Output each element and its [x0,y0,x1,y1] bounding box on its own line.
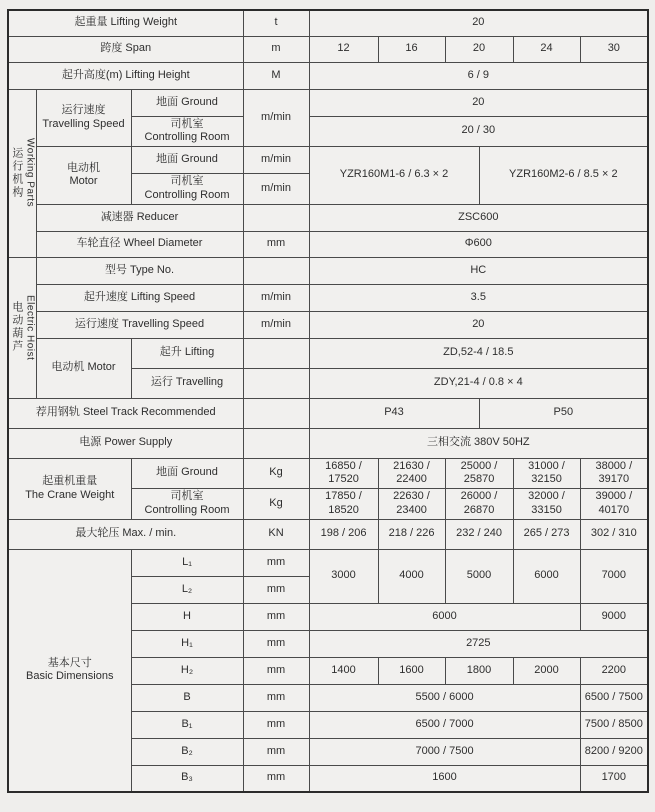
table-row [8,257,648,284]
dimension-h-value-main: 6000 [309,603,580,630]
lifting-speed-value: 3.5 [309,284,648,311]
dimension-h2-value: 1400 [309,657,378,684]
motor-ground-label: 地面 Ground [131,147,243,174]
wheel-diameter-unit: mm [243,231,309,257]
value-line: 18520 [328,503,359,516]
dimension-b2-value-main: 7000 / 7500 [309,738,580,765]
max-wheel-load-unit: KN [243,519,309,549]
motor-working-label [36,147,131,205]
hoist-motor-lifting-value: ZD,52-4 / 18.5 [309,338,648,368]
value-line: 21630 / [393,459,430,472]
dimension-b3-label: B₃ [131,765,243,792]
dimension-b3-value-main: 1600 [309,765,580,792]
crane-weight-ground-label: 地面 Ground [131,458,243,489]
group-basic-dimensions [8,549,131,792]
reducer-value: ZSC600 [309,204,648,231]
dimension-b-value-last: 6500 / 7500 [580,684,648,711]
dimension-h2-value: 2000 [513,657,580,684]
table-row [8,204,648,231]
type-no-value: HC [309,257,648,284]
value-line: 22400 [396,473,427,486]
controlling-room-label-en: Controlling Room [144,188,230,201]
span-value: 30 [580,36,648,62]
span-unit: m [243,36,309,62]
hoist-travelling-speed-unit: m/min [243,311,309,338]
dimension-b3-value-last: 1700 [580,765,648,792]
group-basic-dimensions-zh: 基本尺寸 [47,656,92,669]
hoist-motor-travelling-value: ZDY,21-4 / 0.8 × 4 [309,368,648,398]
lifting-height-label: 起升高度(m) Lifting Height [8,62,243,89]
travelling-speed-controlling-value: 20 / 30 [309,116,648,147]
table-row [8,36,648,62]
group-working-parts-zh: 运行机构 [10,147,23,199]
crane-weight-controlling-unit: Kg [243,489,309,520]
lifting-speed-label: 起升速度 Lifting Speed [36,284,243,311]
span-label: 跨度 Span [8,36,243,62]
power-supply-unit [243,428,309,458]
wheel-diameter-label: 车轮直径 Wheel Diameter [36,231,243,257]
steel-track-value-right: P50 [479,398,648,428]
value-line: 16850 / [325,459,362,472]
crane-weight-controlling-label [131,489,243,520]
value-line: 23400 [396,503,427,516]
motor-value-right: YZR160M2-6 / 8.5 × 2 [479,147,648,205]
steel-track-label: 荐用钢轨 Steel Track Recommended [8,398,243,428]
dimension-h1-value: 2725 [309,630,648,657]
dimension-b-label: B [131,684,243,711]
lifting-height-value: 6 / 9 [309,62,648,89]
value-line: 39000 / [595,490,633,502]
type-no-unit [243,257,309,284]
max-wheel-load-value: 302 / 310 [580,519,648,549]
table-row [8,231,648,257]
crane-weight-value [445,458,513,489]
crane-weight-value [309,489,378,520]
lifting-weight-label: 起重量 Lifting Weight [8,10,243,36]
value-line: 33150 [531,503,562,516]
span-value: 12 [309,36,378,62]
value-line: 31000 / [528,459,565,472]
travelling-speed-ground-label: 地面 Ground [131,89,243,116]
value-line: 22630 / [393,490,430,502]
controlling-room-label-en: Controlling Room [144,503,230,516]
dimension-h-value-last: 9000 [580,603,648,630]
hoist-travelling-speed-label: 运行速度 Travelling Speed [36,311,243,338]
motor-working-label-zh: 电动机 [67,161,100,174]
table-row [8,428,648,458]
dimension-b1-label: B₁ [131,711,243,738]
controlling-room-label-zh: 司机室 [170,490,204,502]
table-row [8,89,648,116]
travelling-speed-label [36,89,131,147]
dimension-l-value: 3000 [309,549,378,603]
steel-track-value-left: P43 [309,398,479,428]
hoist-motor-travelling-unit [243,368,309,398]
dimension-h2-value: 1600 [378,657,445,684]
motor-controlling-unit: m/min [243,174,309,205]
table-row [8,284,648,311]
steel-track-unit [243,398,309,428]
dimension-l-value: 5000 [445,549,513,603]
dimension-l-value: 6000 [513,549,580,603]
dimension-h1-unit: mm [243,630,309,657]
table-row [8,458,648,489]
group-electric-hoist-en: Electric Hoist [24,294,36,361]
group-working-parts-en: Working Parts [24,138,36,208]
max-wheel-load-value: 218 / 226 [378,519,445,549]
span-value: 16 [378,36,445,62]
motor-ground-unit: m/min [243,147,309,174]
dimension-b-unit: mm [243,684,309,711]
power-supply-label: 电源 Power Supply [8,428,243,458]
span-value: 24 [513,36,580,62]
crane-weight-value [309,458,378,489]
travelling-speed-label-en: Travelling Speed [42,117,125,130]
type-no-label: 型号 Type No. [36,257,243,284]
dimension-h2-value: 1800 [445,657,513,684]
crane-weight-value [580,489,648,520]
table-row [8,311,648,338]
value-line: 17520 [328,473,359,486]
dimension-b3-unit: mm [243,765,309,792]
power-supply-value: 三相交流 380V 50HZ [309,428,648,458]
crane-weight-label-en: The Crane Weight [25,488,115,501]
table-row [8,398,648,428]
max-wheel-load-label: 最大轮压 Max. / min. [8,519,243,549]
travelling-speed-unit: m/min [243,89,309,147]
dimension-h-unit: mm [243,603,309,630]
group-electric-hoist-wrap [9,295,36,360]
dimension-h-label: H [131,603,243,630]
crane-weight-label [8,458,131,519]
dimension-b2-unit: mm [243,738,309,765]
hoist-motor-lifting-unit [243,338,309,368]
dimension-b1-value-main: 6500 / 7000 [309,711,580,738]
wheel-diameter-value: Φ600 [309,231,648,257]
group-working-parts-wrap [9,138,36,207]
crane-weight-value [445,489,513,520]
reducer-label: 减速器 Reducer [36,204,243,231]
value-line: 25870 [463,473,495,486]
crane-weight-label-zh: 起重机重量 [42,474,98,487]
controlling-room-label-zh: 司机室 [170,117,204,130]
crane-weight-value [378,489,445,520]
crane-weight-value [378,458,445,489]
controlling-room-label-en: Controlling Room [144,131,230,144]
dimension-b1-unit: mm [243,711,309,738]
table-row [8,62,648,89]
reducer-unit [243,204,309,231]
motor-working-label-en: Motor [69,175,98,188]
dimension-b2-label: B₂ [131,738,243,765]
value-line: 25000 / [460,459,498,472]
dimension-b-value-main: 5500 / 6000 [309,684,580,711]
table-row [8,519,648,549]
travelling-speed-controlling-label [131,116,243,147]
dimension-h2-value: 2200 [580,657,648,684]
lifting-height-unit: M [243,62,309,89]
group-electric-hoist-zh: 电动葫芦 [10,301,23,354]
dimension-b1-value-last: 7500 / 8500 [580,711,648,738]
lifting-weight-unit: t [243,10,309,36]
lifting-speed-unit: m/min [243,284,309,311]
crane-weight-ground-unit: Kg [243,458,309,489]
dimension-h2-label: H₂ [131,657,243,684]
max-wheel-load-value: 232 / 240 [445,519,513,549]
max-wheel-load-value: 265 / 273 [513,519,580,549]
dimension-l2-label: L₂ [131,576,243,603]
dimension-l-value: 7000 [580,549,648,603]
hoist-motor-travelling-label: 运行 Travelling [131,368,243,398]
travelling-speed-label-zh: 运行速度 [61,104,106,116]
max-wheel-load-value: 198 / 206 [309,519,378,549]
hoist-motor-label: 电动机 Motor [36,338,131,398]
controlling-room-label-zh: 司机室 [170,175,204,187]
span-value: 20 [445,36,513,62]
table-row [8,338,648,368]
group-working-parts [8,89,36,257]
dimension-l1-label: L₁ [131,549,243,576]
value-line: 17850 / [325,490,362,502]
dimension-l1-unit: mm [243,549,309,576]
crane-weight-value [580,458,648,489]
value-line: 32000 / [528,490,565,502]
dimension-b2-value-last: 8200 / 9200 [580,738,648,765]
motor-controlling-label [131,174,243,205]
dimension-h1-label: H₁ [131,630,243,657]
hoist-motor-lifting-label: 起升 Lifting [131,338,243,368]
group-basic-dimensions-en: Basic Dimensions [26,670,114,683]
value-line: 32150 [531,473,562,486]
table-row [8,147,648,174]
value-line: 38000 / [595,459,633,472]
dimension-l2-unit: mm [243,576,309,603]
crane-weight-value [513,489,580,520]
hoist-travelling-speed-value: 20 [309,311,648,338]
crane-weight-value [513,458,580,489]
value-line: 39170 [598,473,630,486]
travelling-speed-ground-value: 20 [309,89,648,116]
group-electric-hoist [8,257,36,398]
motor-value-left: YZR160M1-6 / 6.3 × 2 [309,147,479,205]
value-line: 26870 [463,503,495,516]
dimension-l-value: 4000 [378,549,445,603]
table-row [8,549,648,576]
crane-specification-table [7,9,649,793]
value-line: 26000 / [460,490,498,502]
table-row [8,10,648,36]
lifting-weight-value: 20 [309,10,648,36]
value-line: 40170 [598,503,630,516]
dimension-h2-unit: mm [243,657,309,684]
